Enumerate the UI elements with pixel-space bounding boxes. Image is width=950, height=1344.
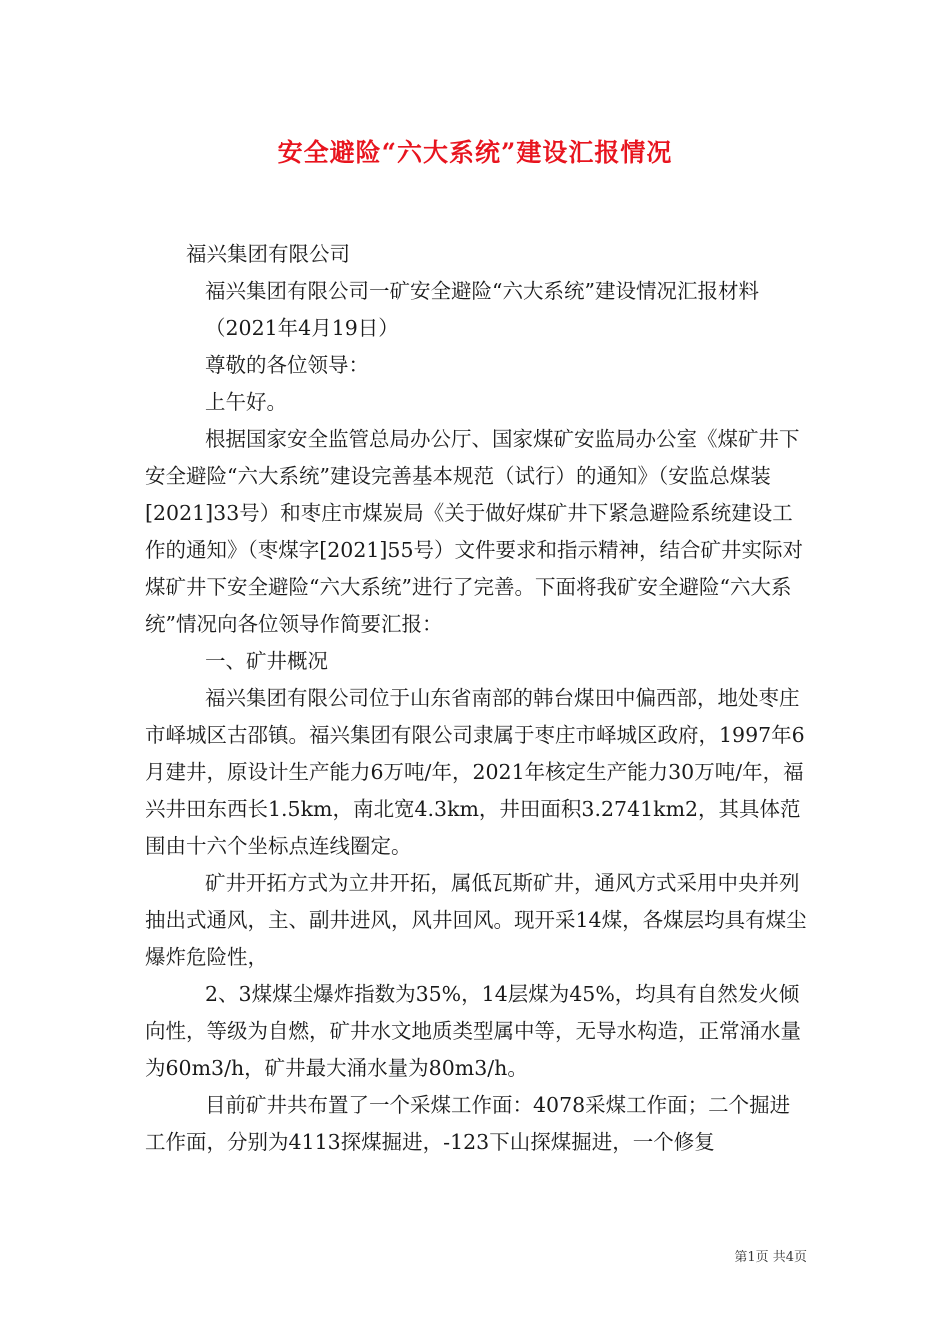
report-date: （2021年4月19日） — [205, 316, 399, 340]
report-subtitle: 福兴集团有限公司一矿安全避险“六大系统”建设情况汇报材料 — [205, 279, 759, 303]
greeting: 尊敬的各位领导： — [205, 353, 369, 377]
company-name: 福兴集团有限公司 — [186, 242, 350, 266]
paragraph-coal-dust: 2、3煤煤尘爆炸指数为35%，14层煤为45%，均具有自然发火倾向性，等级为自燃，矿井水文地质类型属中等，无导水构造，正常涌水量为60m3/h，矿井最大涌水量为80m3/h。 — [145, 982, 801, 1080]
section-heading-overview: 一、矿井概况 — [205, 649, 328, 673]
page-number: 第1页 共4页 — [734, 1250, 807, 1265]
document-title: 安全避险“六大系统”建设汇报情况 — [277, 138, 673, 167]
greeting-line-2: 上午好。 — [205, 390, 287, 414]
document-body — [145, 236, 809, 1161]
paragraph-background: 根据国家安全监管总局办公厅、国家煤矿安监局办公室《煤矿井下安全避险“六大系统”建设完善基本规范（试行）的通知》（安监总煤装[2021]33号）和枣庄市煤炭局《关于做好煤矿井下紧急避险系统建设工作的通知》（枣煤字[2021]55号）文件要求和指示精神，结合矿井实际对煤矿井下安全避险“六大系统”进行了完善。下面将我矿安全避险“六大系统”情况向各位领导作简要汇报： — [145, 427, 804, 636]
paragraph-location: 福兴集团有限公司位于山东省南部的韩台煤田中偏西部，地处枣庄市峄城区古邵镇。福兴集团有限公司隶属于枣庄市峄城区政府，1997年6月建井，原设计生产能力6万吨/年，2021年核定生产能力30万吨/年，福兴井田东西长1.5km，南北宽4.3km，井田面积3.2741km2，其具体范围由十六个坐标点连线圈定。 — [145, 686, 805, 858]
paragraph-workfaces: 目前矿井共布置了一个采煤工作面：4078采煤工作面；二个掘进工作面，分别为4113探煤掘进，-123下山探煤掘进，一个修复 — [145, 1093, 791, 1154]
paragraph-ventilation: 矿井开拓方式为立井开拓，属低瓦斯矿井，通风方式采用中央并列抽出式通风，主、副井进风，风井回风。现开采14煤，各煤层均具有煤尘爆炸危险性， — [145, 871, 807, 969]
